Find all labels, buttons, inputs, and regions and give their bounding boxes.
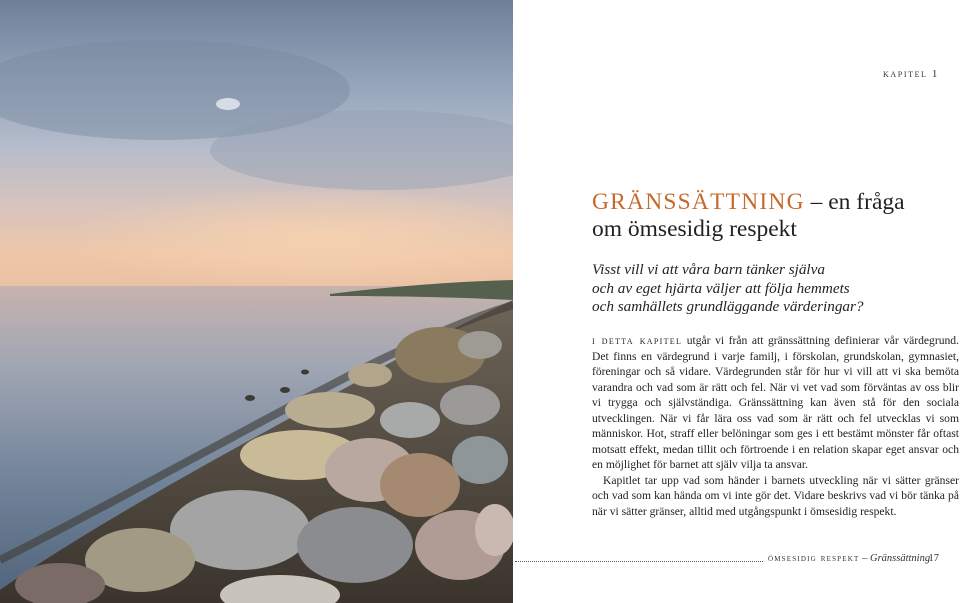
chapter-title [592,189,922,243]
footer-dotted-rule [515,561,763,562]
paragraph-1 [592,333,959,473]
chapter-label: kapitel 1 [883,68,939,80]
running-smallcaps: ömsesidig respekt [768,553,860,564]
running-italic: Gränssättning [869,553,931,564]
lead-question [592,261,922,317]
text-page [513,0,960,603]
lead-line1: Visst vill vi att våra barn tänker själva [592,261,825,278]
running-header [768,553,930,564]
running-dash: – [859,553,870,564]
page-footer [513,549,960,569]
paragraph-2: Kapitlet tar upp vad som händer i barnets utveckling när vi sätter gränser och vad som kan hända om vi inte gör det. Vidare beskrivs vad vi bör tänka på när vi sätter gränser, alltid med utgångspunkt i ömsesidig respekt. [592,473,959,519]
body-text [592,333,959,520]
lead-line3: och samhällets grundläggande värderingar? [592,298,864,315]
paragraph-1-text: utgår vi från att gränssättning definierar vår värdegrund. Det finns en värdegrund i varje familj, i förskolan, grundskolan, gymnasiet, föreningar och så vidare. Värdegrunden står för hur vi vill att vi ska bemöta varandra och vad som är rätt och fel. När vi vet vad som förväntas av oss blir vi trygga och självständiga. Gränssättning kan även stå för den sociala utvecklingen. När vi får lära oss vad som är rätt och fel utvecklas vi som människor. Hot, straff eller belöningar som ges i ett bestämt mönster får oftast motsatt effekt, medan tillit och förtroende i en relation skapar eget ansvar och en möjlighet för barnet att själv vilja ta ansvar. [592,334,960,472]
page-number: 17 [928,553,939,564]
title-rest: – en fråga [804,189,905,215]
paragraph-1-smallcaps: i detta kapitel [592,334,683,347]
title-line2: om ömsesidig respekt [592,216,797,242]
title-keyword: GRÄNSSÄTTNING [592,189,805,215]
lead-line2: och av eget hjärta väljer att följa hemmets [592,279,850,297]
